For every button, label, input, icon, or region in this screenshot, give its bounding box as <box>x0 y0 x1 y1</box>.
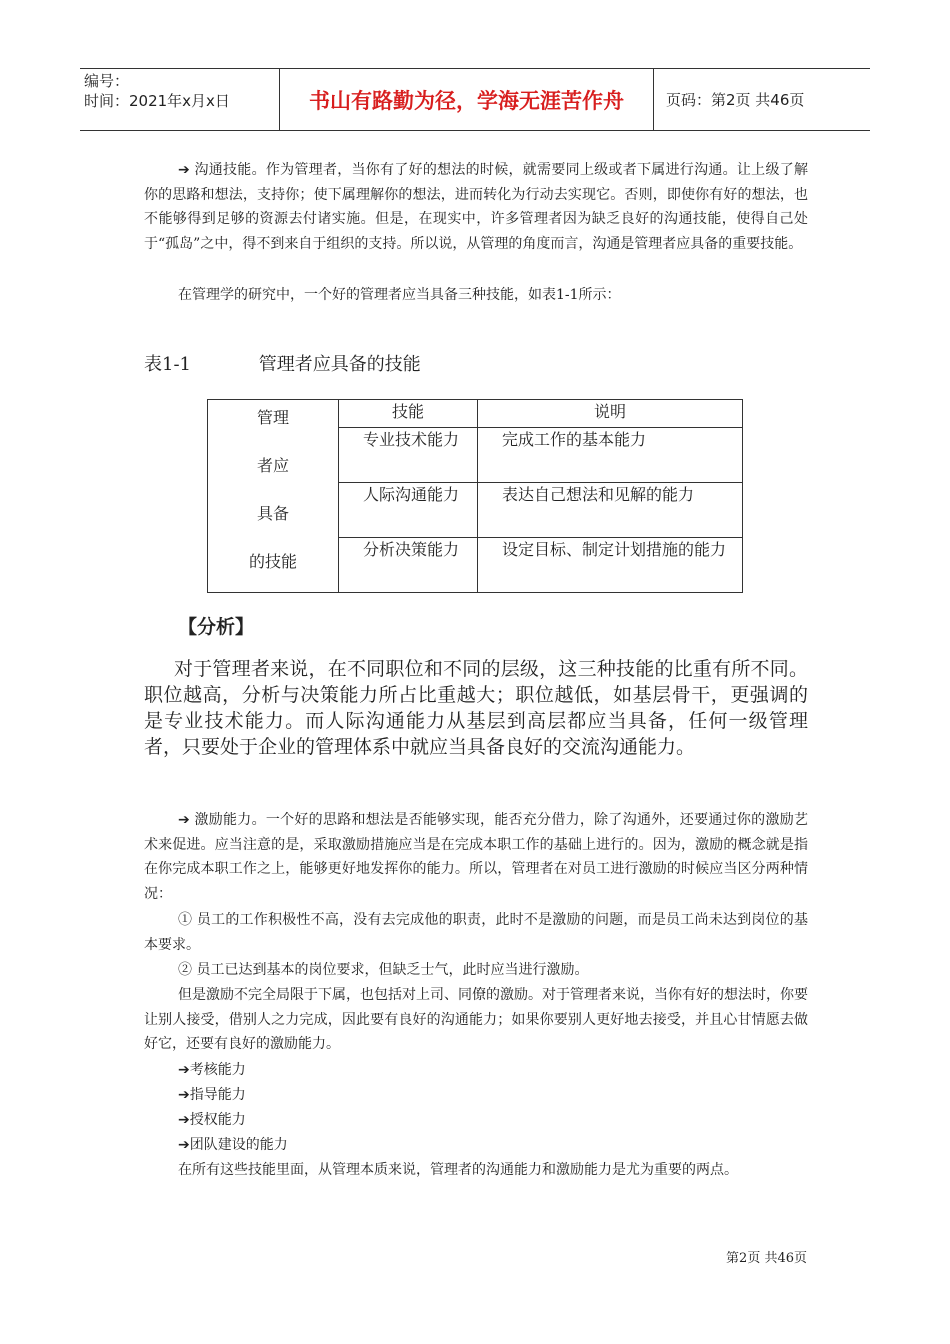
table-header-row <box>208 400 743 428</box>
table-caption <box>144 350 421 376</box>
arrow-right-icon: ➔ <box>178 1087 190 1103</box>
arrow-right-icon: ➔ <box>178 1062 190 1078</box>
closing-paragraph: 在所有这些技能里面，从管理本质来说，管理者的沟通能力和激励能力是尤为重要的两点。 <box>178 1162 738 1178</box>
skill-cell: 专业技术能力 <box>339 428 478 483</box>
communication-text: 沟通技能。作为管理者，当你有了好的想法的时候，就需要同上级或者下属进行沟通。让上级了解你的思路和想法，支持你；使下属理解你的想法，进而转化为行动去实现它。否则，即使你有好的想法，也不能够得到足够的资源去付诸实施。但是，在现实中，许多管理者因为缺乏良好的沟通技能，使得自己处于“孤岛”之中，得不到来自于组织的支持。所以说，从管理的角度而言，沟通是管理者应具备的重要技能。 <box>144 162 809 252</box>
arrow-right-icon: ➔ <box>178 812 190 828</box>
list-item <box>178 1059 246 1079</box>
list-item-label: 考核能力 <box>189 1062 246 1078</box>
list-item <box>178 1084 246 1104</box>
page-header <box>80 68 870 131</box>
list-item <box>178 1109 246 1129</box>
row-label-line: 的技能 <box>248 552 297 571</box>
time-label: 时间：2021年x月x日 <box>84 92 230 110</box>
description-cell: 表达自己想法和见解的能力 <box>478 483 743 538</box>
motivation-paragraph <box>144 808 808 906</box>
case-two: ② 员工已达到基本的岗位要求，但缺乏士气，此时应当进行激励。 <box>178 962 589 978</box>
analysis-title: 【分析】 <box>178 616 255 638</box>
header-meta <box>80 69 280 130</box>
list-item <box>178 1134 288 1154</box>
table-row-label <box>208 400 339 593</box>
list-item-label: 团队建设的能力 <box>189 1137 288 1153</box>
page-footer: 第2页 共46页 <box>726 1251 807 1266</box>
motivation-paragraph-2: 但是激励不完全局限于下属，也包括对上司、同僚的激励。对于管理者来说，当你有好的想法时，你要让别人接受，借别人之力完成，因此要有良好的沟通能力；如果你要别人更好地去接受，并且心甘情愿去做好它，还要有良好的激励能力。 <box>144 987 808 1052</box>
row-label-line: 管理 <box>256 408 289 427</box>
case-one: ① 员工的工作积极性不高，没有去完成他的职责，此时不是激励的问题，而是员工尚未达到岗位的基本要求。 <box>144 912 808 953</box>
description-cell: 完成工作的基本能力 <box>478 428 743 483</box>
skill-cell: 人际沟通能力 <box>339 483 478 538</box>
list-item-label: 授权能力 <box>189 1112 246 1128</box>
header-motto: 书山有路勤为径，学海无涯苦作舟 <box>280 69 654 130</box>
list-item-label: 指导能力 <box>189 1087 246 1103</box>
arrow-right-icon: ➔ <box>178 1137 190 1153</box>
analysis-text: 对于管理者来说，在不同职位和不同的层级，这三种技能的比重有所不同。职位越高，分析与决策能力所占比重越大；职位越低，如基层骨干，更强调的是专业技术能力。而人际沟通能力从基层到高层都应当具备，任何一级管理者，只要处于企业的管理体系中就应当具备良好的交流沟通能力。 <box>144 658 808 758</box>
arrow-right-icon: ➔ <box>178 1112 190 1128</box>
header-skill: 技能 <box>339 400 478 428</box>
skills-table <box>207 399 743 593</box>
header-page-info: 页码：第2页 共46页 <box>666 91 805 109</box>
motivation-text: 激励能力。一个好的思路和想法是否能够实现，能否充分借力，除了沟通外，还要通过你的激励艺术来促进。应当注意的是，采取激励措施应当是在完成本职工作的基础上进行的。因为，激励的概念就是指在你完成本职工作之上，能够更好地发挥你的能力。所以，管理者在对员工进行激励的时候应当区分两种情况： <box>144 812 809 902</box>
arrow-right-icon: ➔ <box>178 162 190 178</box>
skill-cell: 分析决策能力 <box>339 537 478 592</box>
communication-paragraph <box>144 158 808 256</box>
number-label: 编号： <box>84 72 130 90</box>
row-label-line: 者应 <box>256 456 289 475</box>
row-label-line: 具备 <box>256 504 289 523</box>
table-intro-paragraph: 在管理学的研究中，一个好的管理者应当具备三种技能，如表1-1所示： <box>178 287 621 303</box>
header-description: 说明 <box>478 400 743 428</box>
description-cell: 设定目标、制定计划措施的能力 <box>478 537 743 592</box>
table-number: 表1-1 <box>144 354 191 375</box>
table-title: 管理者应具备的技能 <box>258 354 421 375</box>
